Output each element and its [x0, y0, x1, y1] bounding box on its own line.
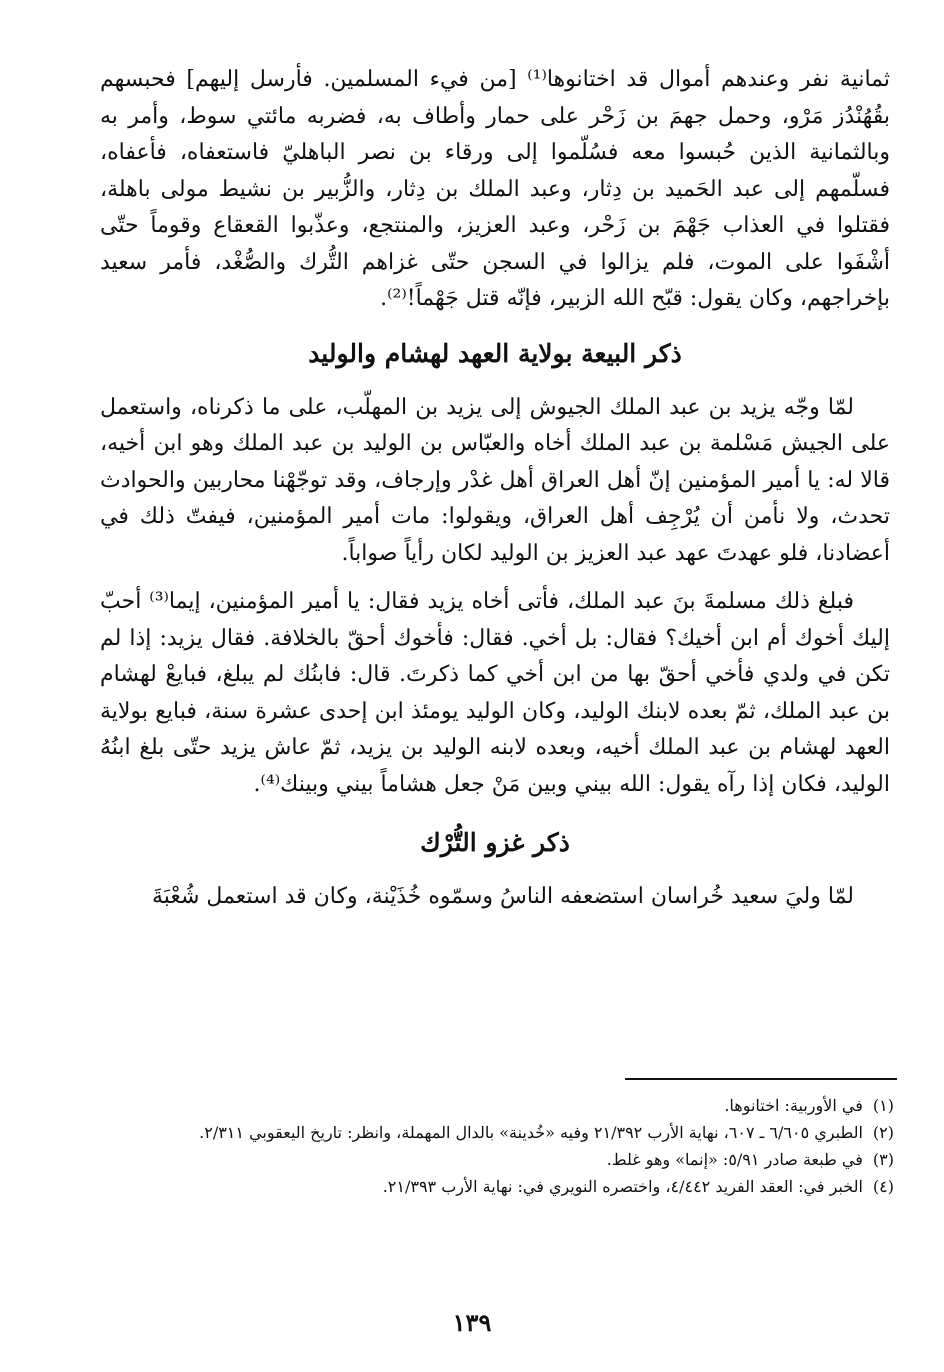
paragraph-3: فبلغ ذلك مسلمةَ بنَ عبد الملك، فأتى أخاه يزيد فقال: يا أمير المؤمنين، إيما⁽³⁾ أحبّ إليك أخوك أم ابن أخيك؟ فقال: بل أخي. فقال: فأخوك أحقّ بالخلافة. فقال يزيد: إذا لم تكن في ولدي فأخي أحقّ بها من ابن أخي كما ذكرتَ. قال: فابنُك لم يبلغ، فبايعْ لهشام بن عبد الملك، ثمّ بعده لابنك الوليد، وكان الوليد يومئذ ابن إحدى عشرة سنة، فبايع بولاية العهد لهشام بن عبد الملك أخيه، وبعده لابنه الوليد بن يزيد، ثمّ عاش يزيد حتّى بلغ ابنُهُ الوليد، فكان إذا رآه يقول: الله بيني وبين مَنْ جعل هشاماً بيني وبينك⁽⁴⁾. — [100, 589, 890, 797]
paragraph-2: لمّا وجّه يزيد بن عبد الملك الجيوش إلى يزيد بن المهلّب، على ما ذكرناه، واستعمل على الجيش مَسْلمة بن عبد الملك أخاه والعبّاس بن الوليد بن عبد الملك وهو ابن أخيه، قالا له: يا أمير المؤمنين إنّ أهل العراق أهل غدْر وإرجاف، وقد توجّهْنا محاربين والحوادث تحدث، ولا نأمن أن يُرْجِف أهل العراق، ويقولوا: مات أمير المؤمنين، فيفتّ ذلك في أعضادنا، فلو عهدتَ عهد عبد العزيز بن الوليد لكان رأياً صواباً. — [100, 394, 891, 566]
footnote — [96, 1146, 894, 1173]
section-heading-allegiance: ذكر البيعة بولاية العهد لهشام والوليد — [308, 338, 682, 368]
footnotes — [96, 1092, 894, 1200]
footnote-text: الخبر في: العقد الفريد ٤/٤٤٢، واختصره النويري في: نهاية الأرب ٢١/٣٩٣. — [382, 1177, 863, 1196]
footnote-text: في طبعة صادر ٥/٩١: «إنما» وهو غلط. — [606, 1150, 863, 1169]
footnote — [96, 1092, 894, 1119]
footnote-number: (٣) — [872, 1150, 894, 1169]
footnote-text: الطبري ٦/٦٠٥ ـ ٦٠٧، نهاية الأرب ٢١/٣٩٢ وفيه «خُدينة» بالدال المهملة، وانظر: تاريخ اليعقوبي ٢/٣١١. — [199, 1123, 863, 1142]
section-heading-turks: ذكر غزو التُّرْك — [420, 828, 570, 857]
footnote-number: (١) — [872, 1096, 894, 1115]
footnote — [96, 1173, 894, 1200]
paragraph-1: ثمانية نفر وعندهم أموال قد اختانوها⁽¹⁾ [من فيء المسلمين. فأرسل إليهم] فحبسهم بقُهُنْدُز مَرْو، وحمل جهمَ بن زَحْر على حمار وأطاف به، فضربه مائتي سوط، وأمر به وبالثمانية الذين حُبسوا معه فسُلّموا إلى ورقاء بن نصر الباهليّ فاستعفاه، فأعفاه، فسلّمهم إلى عبد الحَميد بن دِثار، وعبد الملك بن دِثار، والزُّبير بن نشيط مولى باهلة، فقتلوا في العذاب جَهْمَ بن زَحْر، وعبد العزيز، والمنتجع، وعذّبوا القعقاع وقوماً حتّى أشْفَوا على الموت، فلم يزالوا في السجن حتّى غزاهم التُّرك والصُّغْد، فأمر سعيد بإخراجهم، وكان يقول: قبّح الله الزبير، فإنّه قتل جَهْماً!⁽²⁾. — [100, 67, 890, 311]
footnote-separator — [625, 1078, 897, 1080]
footnote-number: (٤) — [872, 1177, 894, 1196]
page-number: ١٣٩ — [452, 1308, 492, 1337]
footnote — [96, 1119, 894, 1146]
footnote-number: (٢) — [872, 1123, 894, 1142]
paragraph-4: لمّا وليَ سعيد خُراسان استضعفه الناسُ وسمّوه خُذَيْنة، وكان قد استعمل شُعْبَةَ — [151, 884, 854, 909]
main-text — [100, 62, 890, 916]
footnote-text: في الأوربية: اختانوها. — [724, 1096, 863, 1115]
